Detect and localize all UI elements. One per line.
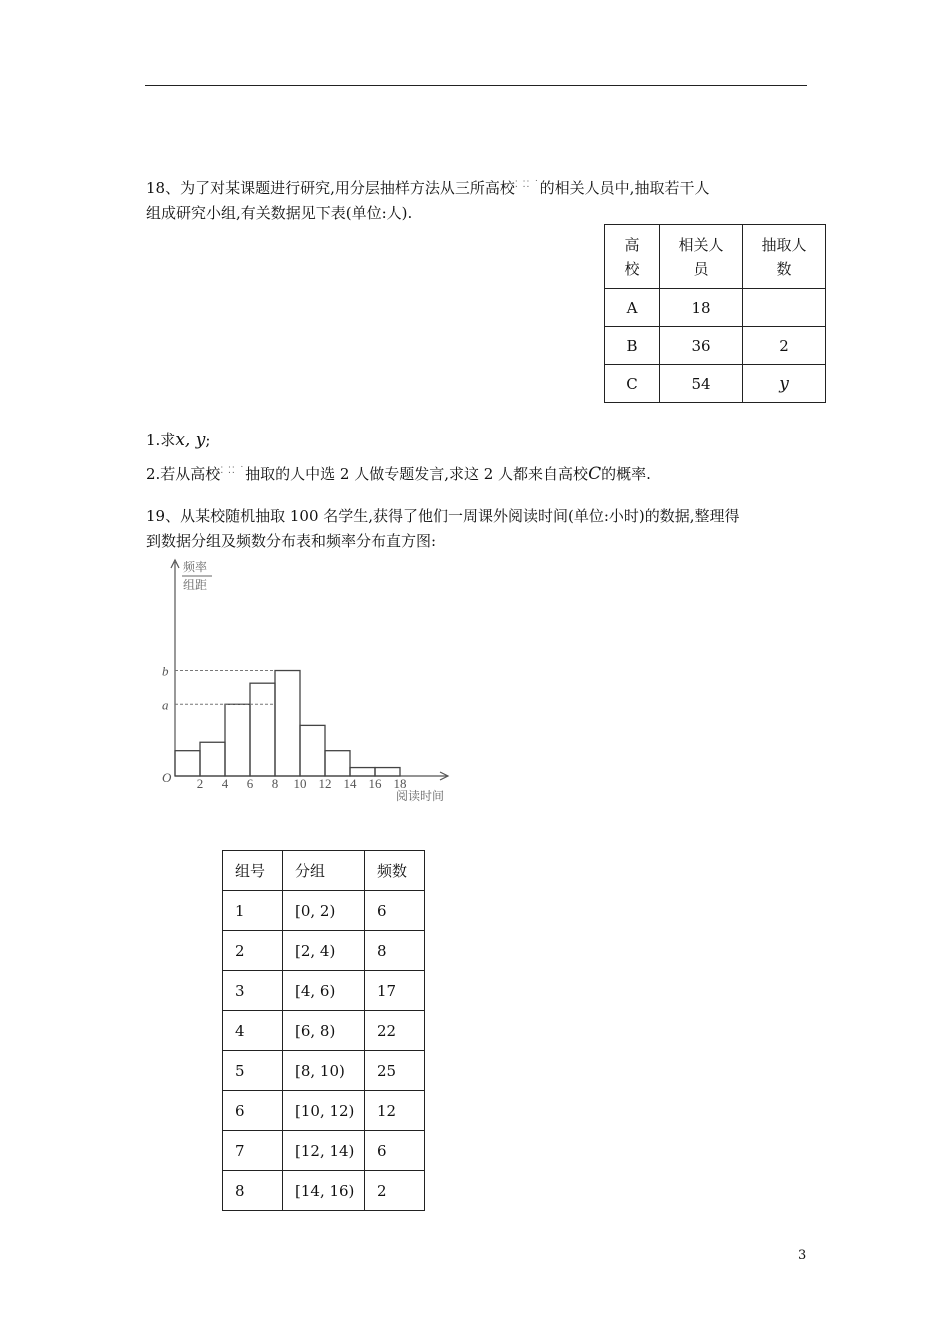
xlabel: 阅读时间 bbox=[396, 789, 445, 803]
table-cell: 18 bbox=[660, 289, 743, 327]
table-cell: [4, 6) bbox=[283, 971, 365, 1011]
q18-text-b: 的相关人员中,抽取若干人 bbox=[539, 179, 710, 197]
table-row bbox=[223, 891, 425, 931]
table-row bbox=[223, 1011, 425, 1051]
sub1-text: 1.求 bbox=[146, 431, 176, 449]
table-cell: [12, 14) bbox=[283, 1131, 365, 1171]
table-cell: 54 bbox=[660, 365, 743, 403]
header-rule bbox=[145, 85, 807, 86]
table-cell: [0, 2) bbox=[283, 891, 365, 931]
header-frequency: 频数 bbox=[365, 851, 425, 891]
origin-label: O bbox=[162, 770, 172, 785]
histogram-bar bbox=[225, 704, 250, 776]
q18-line1 bbox=[146, 175, 709, 198]
page-number: 3 bbox=[798, 1248, 807, 1263]
x-tick-label: 8 bbox=[271, 776, 279, 791]
frequency-histogram bbox=[150, 556, 470, 806]
histogram-bar bbox=[200, 742, 225, 776]
table-cell: [2, 4) bbox=[283, 931, 365, 971]
sub1-math: x, y bbox=[175, 430, 206, 450]
x-tick-label: 6 bbox=[246, 776, 254, 791]
table-cell: 7 bbox=[223, 1131, 283, 1171]
table-cell: A bbox=[605, 289, 660, 327]
sub1-end: ; bbox=[205, 431, 211, 449]
table-cell: [8, 10) bbox=[283, 1051, 365, 1091]
table-cell: 22 bbox=[365, 1011, 425, 1051]
table-header-row bbox=[223, 851, 425, 891]
table-cell: 1 bbox=[223, 891, 283, 931]
table-cell: B bbox=[605, 327, 660, 365]
histogram-bar bbox=[375, 768, 400, 776]
q18-sub1 bbox=[146, 430, 210, 450]
x-tick-label: 10 bbox=[293, 776, 307, 791]
header-sampled: 抽取人 数 bbox=[761, 235, 807, 278]
table-row bbox=[223, 1171, 425, 1211]
table-cell bbox=[743, 289, 826, 327]
table-cell: C bbox=[605, 365, 660, 403]
x-tick-label: 4 bbox=[221, 776, 229, 791]
table-row bbox=[605, 365, 826, 403]
table-cell: 6 bbox=[365, 1131, 425, 1171]
header-staff: 相关人 员 bbox=[678, 235, 724, 278]
q18-line2: 组成研究小组,有关数据见下表(单位:人). bbox=[146, 204, 413, 222]
ylabel-top: 频率 bbox=[183, 560, 208, 574]
table-cell: 3 bbox=[223, 971, 283, 1011]
header-interval: 分组 bbox=[283, 851, 365, 891]
y-mark-label: b bbox=[162, 663, 169, 679]
histogram-bar bbox=[325, 751, 350, 776]
table-cell: 8 bbox=[365, 931, 425, 971]
table-cell: y bbox=[743, 365, 826, 403]
sub2-text-c: 的概率. bbox=[601, 465, 651, 483]
table-header-cell bbox=[660, 225, 743, 289]
header-school: 高 校 bbox=[624, 235, 640, 278]
q19-line1: 19、从某校随机抽取 100 名学生,获得了他们一周课外阅读时间(单位:小时)的数据,整理得 bbox=[146, 507, 740, 525]
table-cell: 6 bbox=[365, 891, 425, 931]
q19-line2: 到数据分组及频数分布表和频率分布直方图: bbox=[146, 532, 437, 550]
table-cell: [14, 16) bbox=[283, 1171, 365, 1211]
table-header-cell bbox=[743, 225, 826, 289]
table-cell: 8 bbox=[223, 1171, 283, 1211]
table-row bbox=[223, 1091, 425, 1131]
histogram-bar bbox=[350, 768, 375, 776]
table-cell: [6, 8) bbox=[283, 1011, 365, 1051]
table-row bbox=[223, 1051, 425, 1091]
table-row bbox=[223, 931, 425, 971]
table-row bbox=[223, 971, 425, 1011]
sub2-math: C bbox=[588, 464, 602, 484]
x-tick-label: 12 bbox=[318, 776, 332, 791]
x-tick-label: 14 bbox=[343, 776, 357, 791]
x-tick-label: 2 bbox=[196, 776, 204, 791]
placeholder-dots: ⁚ ⁚⁚ ˙ bbox=[514, 180, 540, 190]
histogram-bar bbox=[275, 671, 300, 776]
table-cell: 5 bbox=[223, 1051, 283, 1091]
histogram-bar bbox=[250, 683, 275, 776]
x-tick-label: 16 bbox=[368, 776, 382, 791]
header-group-no: 组号 bbox=[223, 851, 283, 891]
table-cell: 36 bbox=[660, 327, 743, 365]
sub2-text-b: 抽取的人中选 2 人做专题发言,求这 2 人都来自高校 bbox=[245, 465, 589, 483]
table-cell: 6 bbox=[223, 1091, 283, 1131]
table-cell: [10, 12) bbox=[283, 1091, 365, 1131]
q18-sub2 bbox=[146, 461, 651, 484]
table-row bbox=[223, 1131, 425, 1171]
frequency-table bbox=[222, 850, 425, 1211]
q18-text-a: 18、为了对某课题进行研究,用分层抽样方法从三所高校 bbox=[146, 179, 515, 197]
histogram-bar bbox=[300, 725, 325, 776]
table-cell: 2 bbox=[743, 327, 826, 365]
sub2-text-a: 2.若从高校 bbox=[146, 465, 221, 483]
table-cell: 12 bbox=[365, 1091, 425, 1131]
table-row bbox=[605, 327, 826, 365]
table-cell: 2 bbox=[365, 1171, 425, 1211]
table-header-cell bbox=[605, 225, 660, 289]
table-row bbox=[605, 289, 826, 327]
placeholder-dots: ⁚ ⁚⁚ ˙ bbox=[220, 466, 246, 476]
y-mark-label: a bbox=[162, 697, 169, 713]
histogram-bar bbox=[175, 751, 200, 776]
x-tick-label: 18 bbox=[393, 776, 407, 791]
table-cell: 2 bbox=[223, 931, 283, 971]
table-cell: 25 bbox=[365, 1051, 425, 1091]
table-cell: 4 bbox=[223, 1011, 283, 1051]
schools-table bbox=[604, 224, 826, 403]
ylabel-bottom: 组距 bbox=[183, 578, 208, 592]
table-cell: 17 bbox=[365, 971, 425, 1011]
